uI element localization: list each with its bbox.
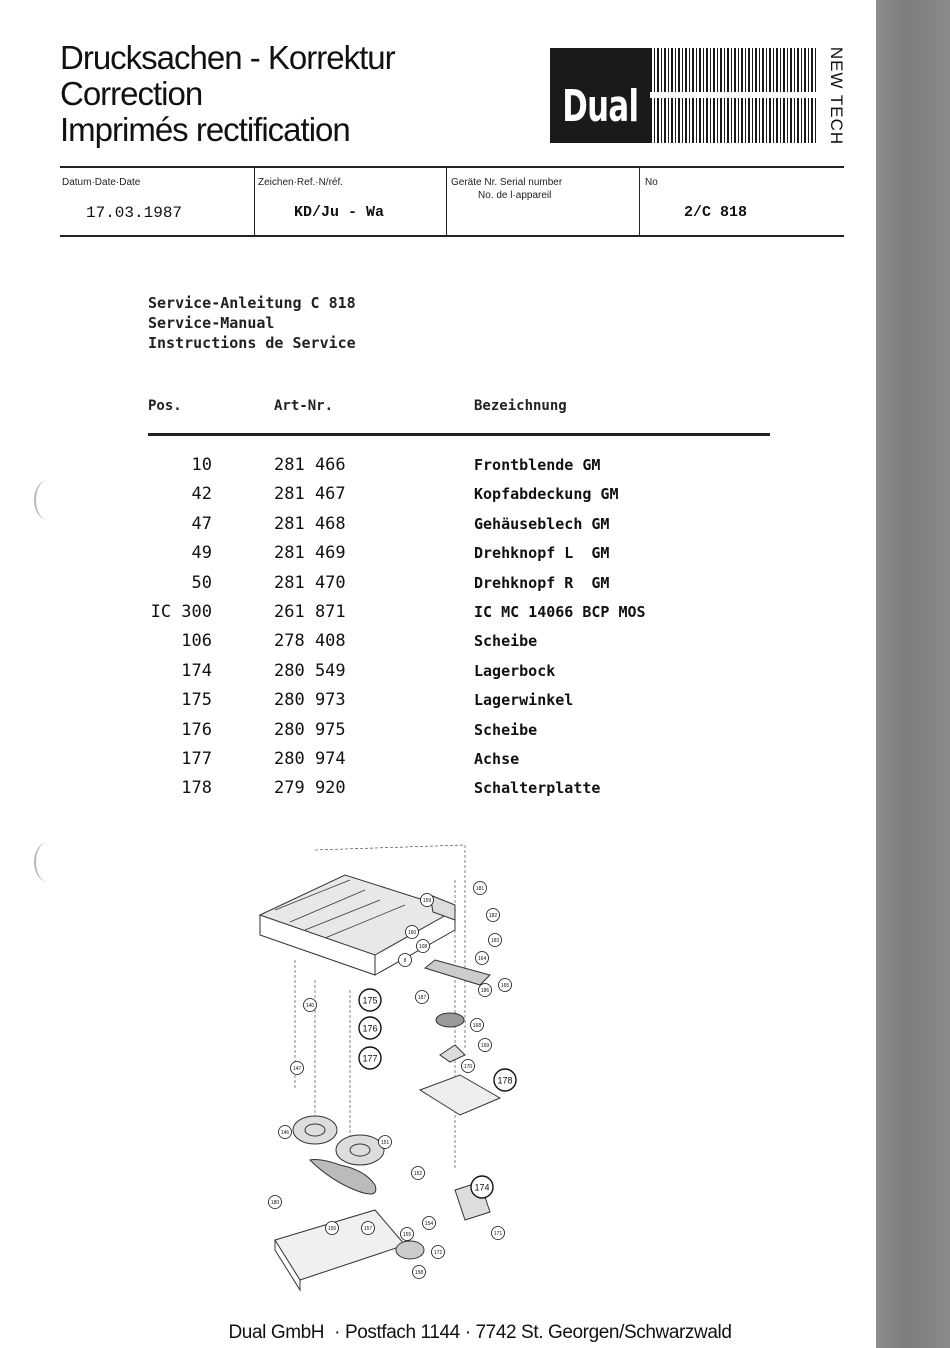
callout-label: 187 [417,995,427,1001]
serial-label-sub: No. de l·appareil [478,190,552,201]
parts-art-number: 280 974 [274,748,346,769]
document-title [60,40,395,148]
part-callout [494,1069,516,1091]
header-art: Art-Nr. [274,398,334,414]
footer-address [0,1322,950,1344]
form-divider [254,168,255,235]
parts-art-number: 280 973 [274,690,346,711]
part-callout [269,1196,282,1209]
parts-art-number: 281 468 [274,513,346,534]
part-callout [489,934,502,947]
parts-pos: 178 [181,778,212,799]
serial-label: Geräte Nr. Serial number [451,177,563,188]
parts-art-number: 279 920 [274,778,346,799]
parts-description: Schalterplatte [474,779,601,798]
part-callout [417,940,430,953]
parts-art-number: 280 975 [274,719,346,740]
part-callout [401,1228,414,1241]
parts-pos: 106 [181,631,212,652]
binder-edge [876,0,950,1348]
title-line-english: Correction [60,75,203,112]
footer-address-line: · Postfach 1144 · 7742 St. Georgen/Schwarzwald [334,1322,732,1343]
header-rule [148,433,770,436]
part-callout [471,1176,493,1198]
parts-description: IC MC 14066 BCP MOS [474,602,646,621]
callout-label: 186 [480,988,490,994]
part-callout [479,1039,492,1052]
parts-description: Scheibe [474,632,538,651]
parts-art-number: 281 467 [274,484,346,505]
part-callout [499,979,512,992]
callout-label: 177 [362,1053,378,1064]
part-callout [359,989,381,1011]
part-callout [476,952,489,965]
reference-label: Zeichen·Ref.·N/réf. [258,177,344,188]
parts-art-number: 281 469 [274,543,346,564]
callout-label: 171 [493,1231,503,1237]
callout-label: 183 [490,938,500,944]
callout-label: 157 [363,1226,373,1232]
parts-pos: 42 [191,484,212,505]
part-callout [413,1266,426,1279]
form-divider [446,168,447,235]
callout-label: 180 [270,1200,280,1206]
callout-label: 151 [380,1140,390,1146]
parts-row [148,455,770,484]
parts-row [148,778,770,807]
parts-list [148,398,770,799]
service-title-english: Service-Manual [148,314,275,332]
part-callout [432,1246,445,1259]
form-header-table [60,166,844,238]
parts-description: Lagerwinkel [474,691,574,710]
part-callout [359,1047,381,1069]
part-callout [359,1017,381,1039]
part-callout [487,909,500,922]
parts-description: Achse [474,749,520,768]
part-callout [492,1227,505,1240]
part-callout [406,926,419,939]
date-label: Datum·Date·Date [62,177,141,188]
parts-art-number: 281 466 [274,455,346,475]
parts-pos: IC 300 [150,601,212,622]
callout-label: 181 [475,886,485,892]
parts-pos: 47 [191,513,212,534]
callout-label: 175 [362,995,378,1006]
parts-description: Kopfabdeckung GM [474,485,619,504]
callout-label: 178 [497,1075,513,1086]
title-line-french: Imprimés rectification [60,111,350,148]
parts-pos: 174 [181,660,212,681]
parts-description: Drehknopf L GM [474,544,610,563]
callout-label: 176 [362,1023,378,1034]
parts-art-number: 261 871 [274,601,346,622]
part-callout [304,999,317,1012]
callout-label: 140 [305,1003,315,1009]
parts-description: Lagerbock [474,661,556,680]
parts-row [148,661,770,690]
parts-row [148,543,770,572]
reference-value: KD/Ju - Wa [294,204,385,221]
parts-description: Drehknopf R GM [474,573,610,592]
parts-row [148,631,770,660]
title-line-german: Drucksachen - Korrektur [60,39,395,76]
punch-hole-shadow [34,480,62,520]
parts-header-row [148,398,770,422]
part-callout [421,894,434,907]
callout-label: 160 [407,930,417,936]
callout-label: 152 [413,1171,423,1177]
parts-pos: 50 [191,572,212,593]
service-title-german: Service-Anleitung C 818 [148,294,356,312]
footer-company: Dual GmbH [228,1322,325,1343]
callout-label: 158 [414,1270,424,1276]
part-callout [412,1167,425,1180]
dual-logo [550,48,650,143]
exploded-view-diagram [255,840,545,1310]
part-callout [379,1136,392,1149]
callout-label: 147 [292,1066,302,1072]
logo-stripe-gap [650,92,818,98]
callout-label: 108 [418,944,428,950]
callout-label: 168 [472,1023,482,1029]
parts-pos: 177 [181,748,212,769]
callout-label: 156 [327,1226,337,1232]
part-callout [326,1222,339,1235]
part-callout [462,1060,475,1073]
parts-row [148,573,770,602]
logo-text: Dual [561,81,639,132]
callout-label: 155 [402,1232,412,1238]
part-callout [479,984,492,997]
part-callout [362,1222,375,1235]
form-top-rule [60,166,844,168]
parts-pos: 175 [181,690,212,711]
parts-row [148,514,770,543]
parts-row [148,690,770,719]
number-value: 2/C 818 [684,204,748,221]
parts-pos: 176 [181,719,212,740]
callout-label: 172 [433,1250,443,1256]
callout-label: 146 [280,1130,290,1136]
callout-label: 159 [422,898,432,904]
parts-row [148,484,770,513]
service-title-french: Instructions de Service [148,334,356,352]
parts-art-number: 280 549 [274,660,346,681]
parts-pos: 49 [191,543,212,564]
part-callout [416,991,429,1004]
callout-label: 169 [480,1043,490,1049]
parts-description: Gehäuseblech GM [474,514,610,533]
date-value: 17.03.1987 [86,204,183,222]
form-divider [639,168,640,235]
callout-label: 182 [488,913,498,919]
parts-art-number: 278 408 [274,631,346,652]
parts-rows [148,455,770,808]
parts-art-number: 281 470 [274,572,346,593]
part-callout [423,1217,436,1230]
callout-label: 154 [424,1221,434,1227]
header-pos: Pos. [148,398,182,414]
parts-row [148,602,770,631]
callout-label: 170 [463,1064,473,1070]
parts-row [148,749,770,778]
callout-label: 174 [474,1182,490,1193]
form-bottom-rule [60,235,844,237]
part-callout [279,1126,292,1139]
parts-description: Frontblende GM [474,456,601,474]
part-callout [471,1019,484,1032]
callout-label: 8 [403,958,407,964]
part-callout [474,882,487,895]
service-manual-titles [148,293,356,353]
punch-hole-shadow [34,842,62,882]
part-callout [291,1062,304,1075]
number-label: No [645,177,658,188]
parts-row [148,720,770,749]
parts-pos: 10 [191,455,212,475]
header-bez: Bezeichnung [474,398,567,414]
part-callout [399,954,412,967]
new-tech-tagline: NEW TECH [827,46,846,146]
callout-label: 164 [477,956,487,962]
callout-label: 165 [500,983,510,989]
parts-description: Scheibe [474,720,538,739]
